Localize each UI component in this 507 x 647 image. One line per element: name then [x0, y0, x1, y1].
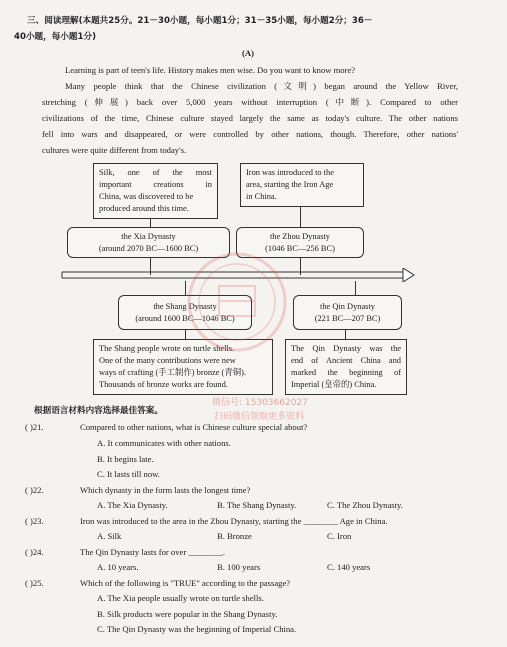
shang-box-line: One of the many contributions were new: [99, 356, 236, 365]
section-title-line1: 三、阅读理解(本题共25分。21－30小题，每小题1分；31－35小题，每小题2分；36－: [27, 16, 373, 26]
q25-number: ( )25.: [25, 578, 44, 588]
iron-box-line: in China.: [246, 192, 277, 201]
iron-box-line: area, starting the Iron Age: [246, 180, 334, 189]
passage-line-5: cultures were quite different from today's.: [42, 145, 187, 155]
q24-number: ( )24.: [25, 547, 44, 557]
section-title-line2: 40小题，每小题1分): [14, 32, 97, 42]
watermark-line2: 扫码微信领取更多资料: [214, 412, 305, 422]
passage-label: (A): [242, 48, 254, 58]
q23-option-a: A. Silk: [97, 531, 122, 541]
shang-box-line: Thousands of bronze works are found.: [99, 380, 228, 389]
shang-box-line: ways of crafting (手工制作) bronze (青铜).: [99, 368, 246, 377]
qin-info-box: [285, 339, 407, 395]
passage-line-4: fell into wars and disappeared, or were controlled by other nations, though. Therefore, other nations': [42, 129, 458, 139]
qin-box-line: The Qin Dynasty was the: [291, 344, 401, 353]
q23-option-b: B. Bronze: [217, 531, 252, 541]
shang-box-line: The Shang people wrote on turtle shells.: [99, 344, 235, 353]
connector-line: [300, 207, 301, 228]
q24-option-b: B. 100 years: [217, 562, 261, 572]
q23-number: ( )23.: [25, 516, 44, 526]
q22-number: ( )22.: [25, 485, 44, 495]
silk-info-box: [93, 163, 218, 219]
qin-dynasty-pill: [293, 295, 402, 330]
q21-option-c: C. It lasts till now.: [97, 469, 160, 479]
q23-option-c: C. Iron: [327, 531, 352, 541]
iron-info-box: [240, 163, 364, 207]
q22-option-a: A. The Xia Dynasty.: [97, 500, 168, 510]
connector-line: [355, 281, 356, 295]
q21-stem: Compared to other nations, what is Chinese culture special about?: [80, 422, 308, 432]
silk-box-line: China, was discovered to be: [99, 192, 194, 201]
q25-option-c: C. The Qin Dynasty was the beginning of Imperial China.: [97, 624, 297, 634]
qin-box-line: marked the beginning of: [291, 368, 401, 377]
q22-stem: Which dynasty in the form lasts the longest time?: [80, 485, 251, 495]
school-seal-watermark: [185, 250, 290, 355]
iron-box-line: Iron was introduced to the: [246, 168, 334, 177]
passage-line-3: civilizations of the time, Chinese culture stayed largely the same as today's culture. The other nations: [42, 113, 458, 123]
q24-option-c: C. 140 years: [327, 562, 371, 572]
passage-intro: Learning is part of teen's life. History makes men wise. Do you want to know more?: [65, 65, 356, 75]
q24-option-a: A. 10 years.: [97, 562, 139, 572]
q25-option-a: A. The Xia people usually wrote on turtle shells.: [97, 593, 264, 603]
qin-dates: (221 BC—207 BC): [314, 314, 381, 323]
silk-box-line: Silk, one of the most: [99, 168, 212, 177]
xia-dates: (around 2070 BC—1600 BC): [98, 244, 199, 253]
passage-line-1: Many people think that the Chinese civilization (文明) began around the Yellow River,: [65, 81, 458, 91]
zhou-dates: (1046 BC—256 BC): [265, 244, 335, 253]
shang-dates: (around 1600 BC—1046 BC): [135, 314, 235, 323]
qin-name: the Qin Dynasty: [320, 302, 375, 311]
watermark-line1: 微信号: 15303662027: [212, 398, 308, 408]
q25-stem: Which of the following is "TRUE" according to the passage?: [80, 578, 291, 588]
qin-box-line: end of Ancient China and: [291, 356, 401, 365]
zhou-name: the Zhou Dynasty: [269, 232, 330, 241]
passage-line-2: stretching (伸展) back over 5,000 years without interruption (中断). Compared to other: [42, 97, 458, 107]
qin-box-line: Imperial (皇帝的) China.: [291, 380, 377, 389]
silk-box-line: produced around this time.: [99, 204, 189, 213]
q25-option-b: B. Silk products were popular in the Shang Dynasty.: [97, 609, 278, 619]
q22-option-c: C. The Zhou Dynasty.: [327, 500, 403, 510]
instruction: 根据语言材料内容选择最佳答案。: [34, 406, 163, 416]
q21-option-a: A. It communicates with other nations.: [97, 438, 231, 448]
q24-stem: The Qin Dynasty lasts for over ________.: [80, 547, 225, 557]
shang-name: the Shang Dynasty: [153, 302, 217, 311]
xia-name: the Xia Dynasty: [121, 232, 176, 241]
q21-option-b: B. It begins late.: [97, 454, 154, 464]
silk-box-line: important creations in: [99, 180, 212, 189]
q23-stem: Iron was introduced to the area in the Zhou Dynasty, starting the ________ Age in China.: [80, 516, 388, 526]
q22-option-b: B. The Shang Dynasty.: [217, 500, 297, 510]
connector-line: [345, 330, 346, 339]
q21-number: ( )21.: [25, 422, 44, 432]
